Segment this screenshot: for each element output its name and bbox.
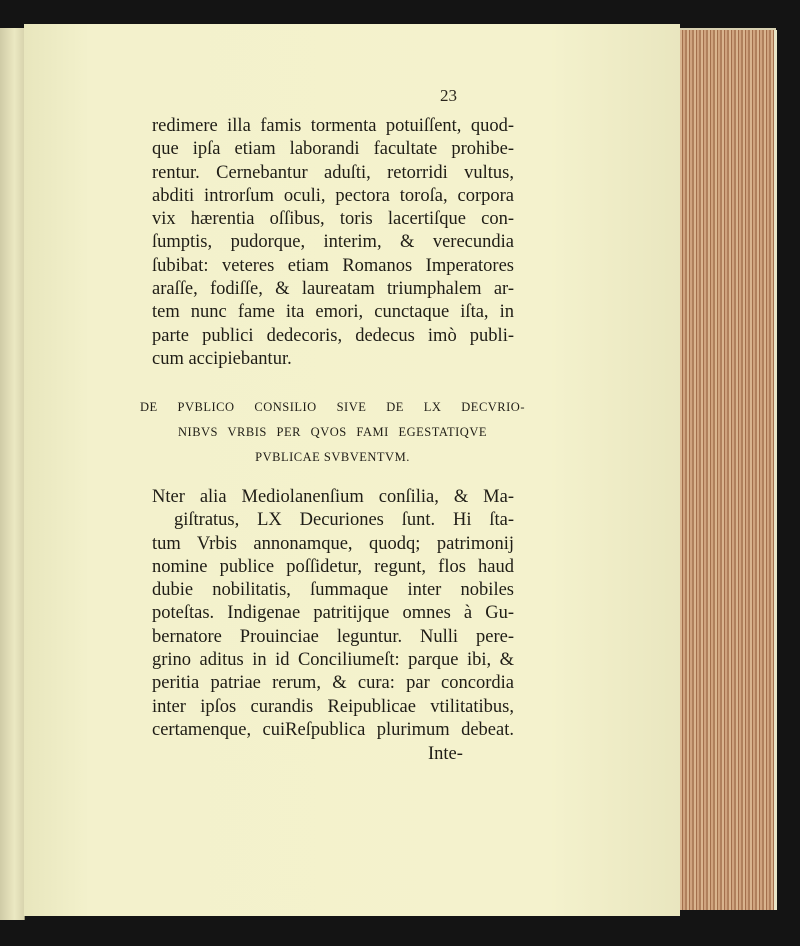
text-line: tum Vrbis annonamque, quodq; patrimonij [152,533,514,554]
heading-line: DE PVBLICO CONSILIO SIVE DE LX DECVRIO- [140,400,525,414]
text-line: redimere illa famis tormenta potuiſſent, quod- [152,116,514,136]
text-line: giſtratus, LX Decuriones ſunt. Hi ſta- [174,510,514,531]
text-line: inter ipſos curandis Reipublicae vtilitatibus, [152,696,514,717]
paragraph-2 [152,486,514,742]
text-line: rentur. Cernebantur aduſti, retorridi vultus, [152,162,514,183]
text-line: cum accipiebantur. [152,348,292,369]
section-heading [140,395,525,470]
text-line: dubie nobilitatis, ſummaque inter nobiles [152,580,514,601]
heading-line: NIBVS VRBIS PER QVOS FAMI EGESTATIQVE [178,425,487,439]
text-line: ſumptis, pudorque, interim, & verecundia [152,232,514,253]
text-line: bernatore Prouinciae leguntur. Nulli pere- [152,626,514,647]
facing-page-edge [0,28,25,920]
text-line: ſubibat: veteres etiam Romanos Imperatores [152,255,514,276]
text-line: certamenque, cuiReſpublica plurimum debeat. [152,719,514,740]
text-line: vix hærentia oſſibus, toris lacertiſque con- [152,209,514,230]
text-line: abditi introrſum oculi, pectora toroſa, corpora [152,185,514,206]
heading-line: PVBLICAE SVBVENTVM. [255,450,410,464]
text-line: poteſtas. Indigenae patritijque omnes à Gu- [152,603,514,624]
text-line: tem nunc fame ita emori, cunctaque iſta, in [152,302,514,323]
text-line: que ipſa etiam laborandi facultate prohibe- [152,139,514,160]
text-line: parte publici dedecoris, dedecus imò publi- [152,325,514,346]
book-fore-edge [678,30,777,910]
text-line: peritia patriae rerum, & cura: par concordia [152,673,514,694]
catchword: Inte- [428,744,463,764]
paragraph-1 [152,115,514,371]
text-line: nomine publice poſſidetur, regunt, flos haud [152,556,514,577]
text-line: araſſe, fodiſſe, & laureatam triumphalem ar- [152,279,514,300]
page-number: 23 [440,86,457,105]
text-line: Nter alia Mediolanenſium conſilia, & Ma- [152,487,514,507]
text-line: grino aditus in id Conciliumeſt: parque ibi, & [152,650,514,671]
